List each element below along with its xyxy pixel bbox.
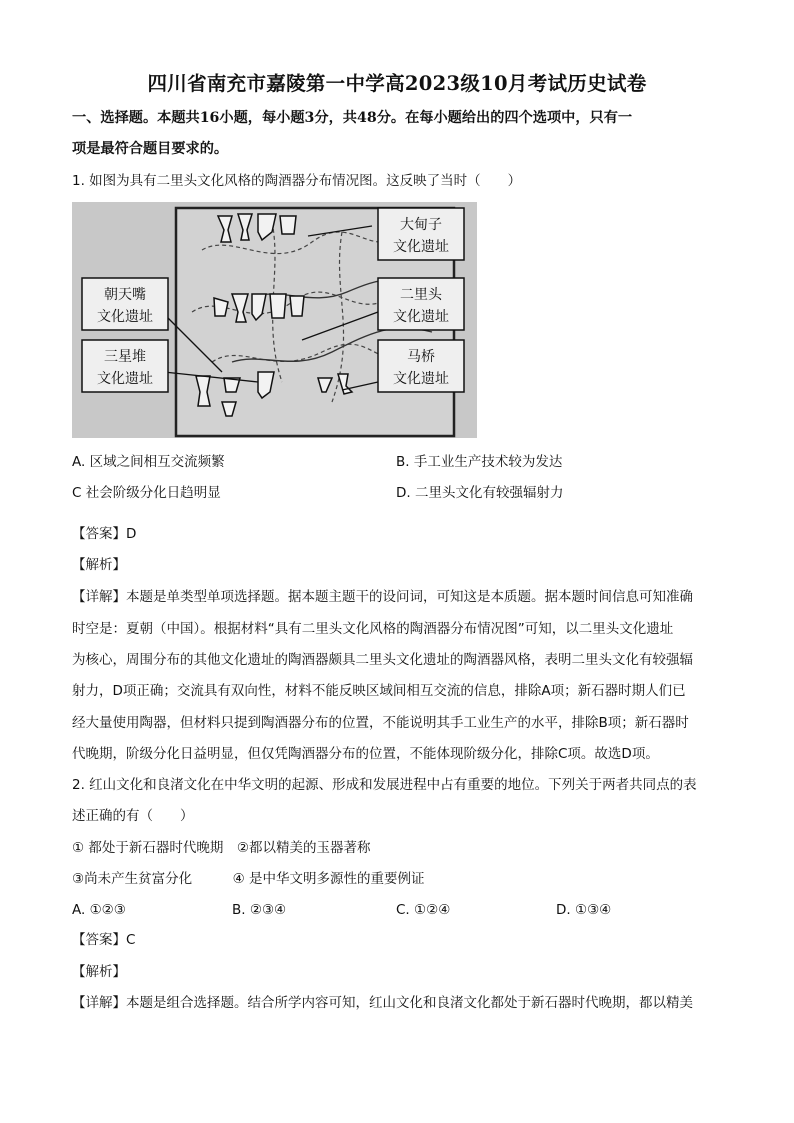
q2-option-c: C. ①②④ [396,902,451,918]
q1-detail-line: 射力，D项正确；交流具有双向性，材料不能反映区域间相互交流的信息，排除A项；新石器时期人们已 [72,683,686,699]
label-sanxingdui-2: 文化遗址 [97,371,153,387]
q1-answer: 【答案】D [72,526,137,542]
label-chaotianzui-1: 朝天嘴 [104,287,146,303]
label-maqiao-1: 马桥 [407,349,435,365]
section-header-line-2: 项是最符合题目要求的。 [72,141,229,157]
label-dadianzi-1: 大甸子 [400,217,442,233]
q1-option-a: A. 区域之间相互交流频繁 [72,454,225,470]
label-maqiao-2: 文化遗址 [393,371,449,387]
q1-option-c: C 社会阶级分化日趋明显 [72,485,221,501]
q2-analysis-heading: 【解析】 [72,964,126,980]
label-box-chaotianzui [82,278,168,330]
q1-analysis-heading: 【解析】 [72,557,126,573]
label-chaotianzui-2: 文化遗址 [97,309,153,325]
q1-option-b: B. 手工业生产技术较为发达 [396,454,563,470]
map-illustration [72,202,477,438]
q1-detail-line: 【详解】本题是单类型单项选择题。据本题主题干的设问词，可知这是本质题。据本题时间信息可知准确 [72,589,693,605]
q2-detail-line: 【详解】本题是组合选择题。结合所学内容可知，红山文化和良渚文化都处于新石器时代晚期，都以精美 [72,995,693,1011]
q2-statements-line-2: ③尚未产生贫富分化 ④ 是中华文明多源性的重要例证 [72,871,425,887]
q2-statements-line-1: ① 都处于新石器时代晚期 ②都以精美的玉器著称 [72,840,371,856]
label-sanxingdui-1: 三星堆 [104,349,146,365]
q2-stem-line-2: 述正确的有（ ） [72,808,194,824]
q1-map-figure [72,202,477,438]
q2-option-b: B. ②③④ [232,902,287,918]
q1-detail-line: 时空是：夏朝（中国）。根据材料“具有二里头文化风格的陶酒器分布情况图”可知，以二里头文化遗址 [72,621,674,637]
q2-option-d: D. ①③④ [556,902,612,918]
label-erlitou-1: 二里头 [400,287,442,303]
q1-detail-line: 为核心，周围分布的其他文化遗址的陶酒器颇具二里头文化遗址的陶酒器风格，表明二里头文化有较强辐 [72,652,693,668]
page-title: 四川省南充市嘉陵第一中学高2023级10月考试历史试卷 [147,72,647,95]
label-erlitou-2: 文化遗址 [393,309,449,325]
label-box-dadianzi [378,208,464,260]
q2-option-a: A. ①②③ [72,902,126,918]
label-box-sanxingdui [82,340,168,392]
q1-option-d: D. 二里头文化有较强辐射力 [396,485,564,501]
q1-stem: 1. 如图为具有二里头文化风格的陶酒器分布情况图。这反映了当时（ ） [72,173,522,189]
label-box-maqiao [378,340,464,392]
q1-detail-line: 经大量使用陶器，但材料只提到陶酒器分布的位置，不能说明其手工业生产的水平，排除B项；新石器时 [72,715,689,731]
q1-detail-line: 代晚期，阶级分化日益明显，但仅凭陶酒器分布的位置，不能体现阶级分化，排除C项。故选D项。 [72,746,659,762]
section-header-line-1: 一、选择题。本题共16小题，每小题3分，共48分。在每小题给出的四个选项中，只有一 [72,110,633,126]
label-dadianzi-2: 文化遗址 [393,239,449,255]
label-box-erlitou [378,278,464,330]
q2-stem-line-1: 2. 红山文化和良渚文化在中华文明的起源、形成和发展进程中占有重要的地位。下列关于两者共同点的表 [72,777,697,793]
q2-answer: 【答案】C [72,932,136,948]
